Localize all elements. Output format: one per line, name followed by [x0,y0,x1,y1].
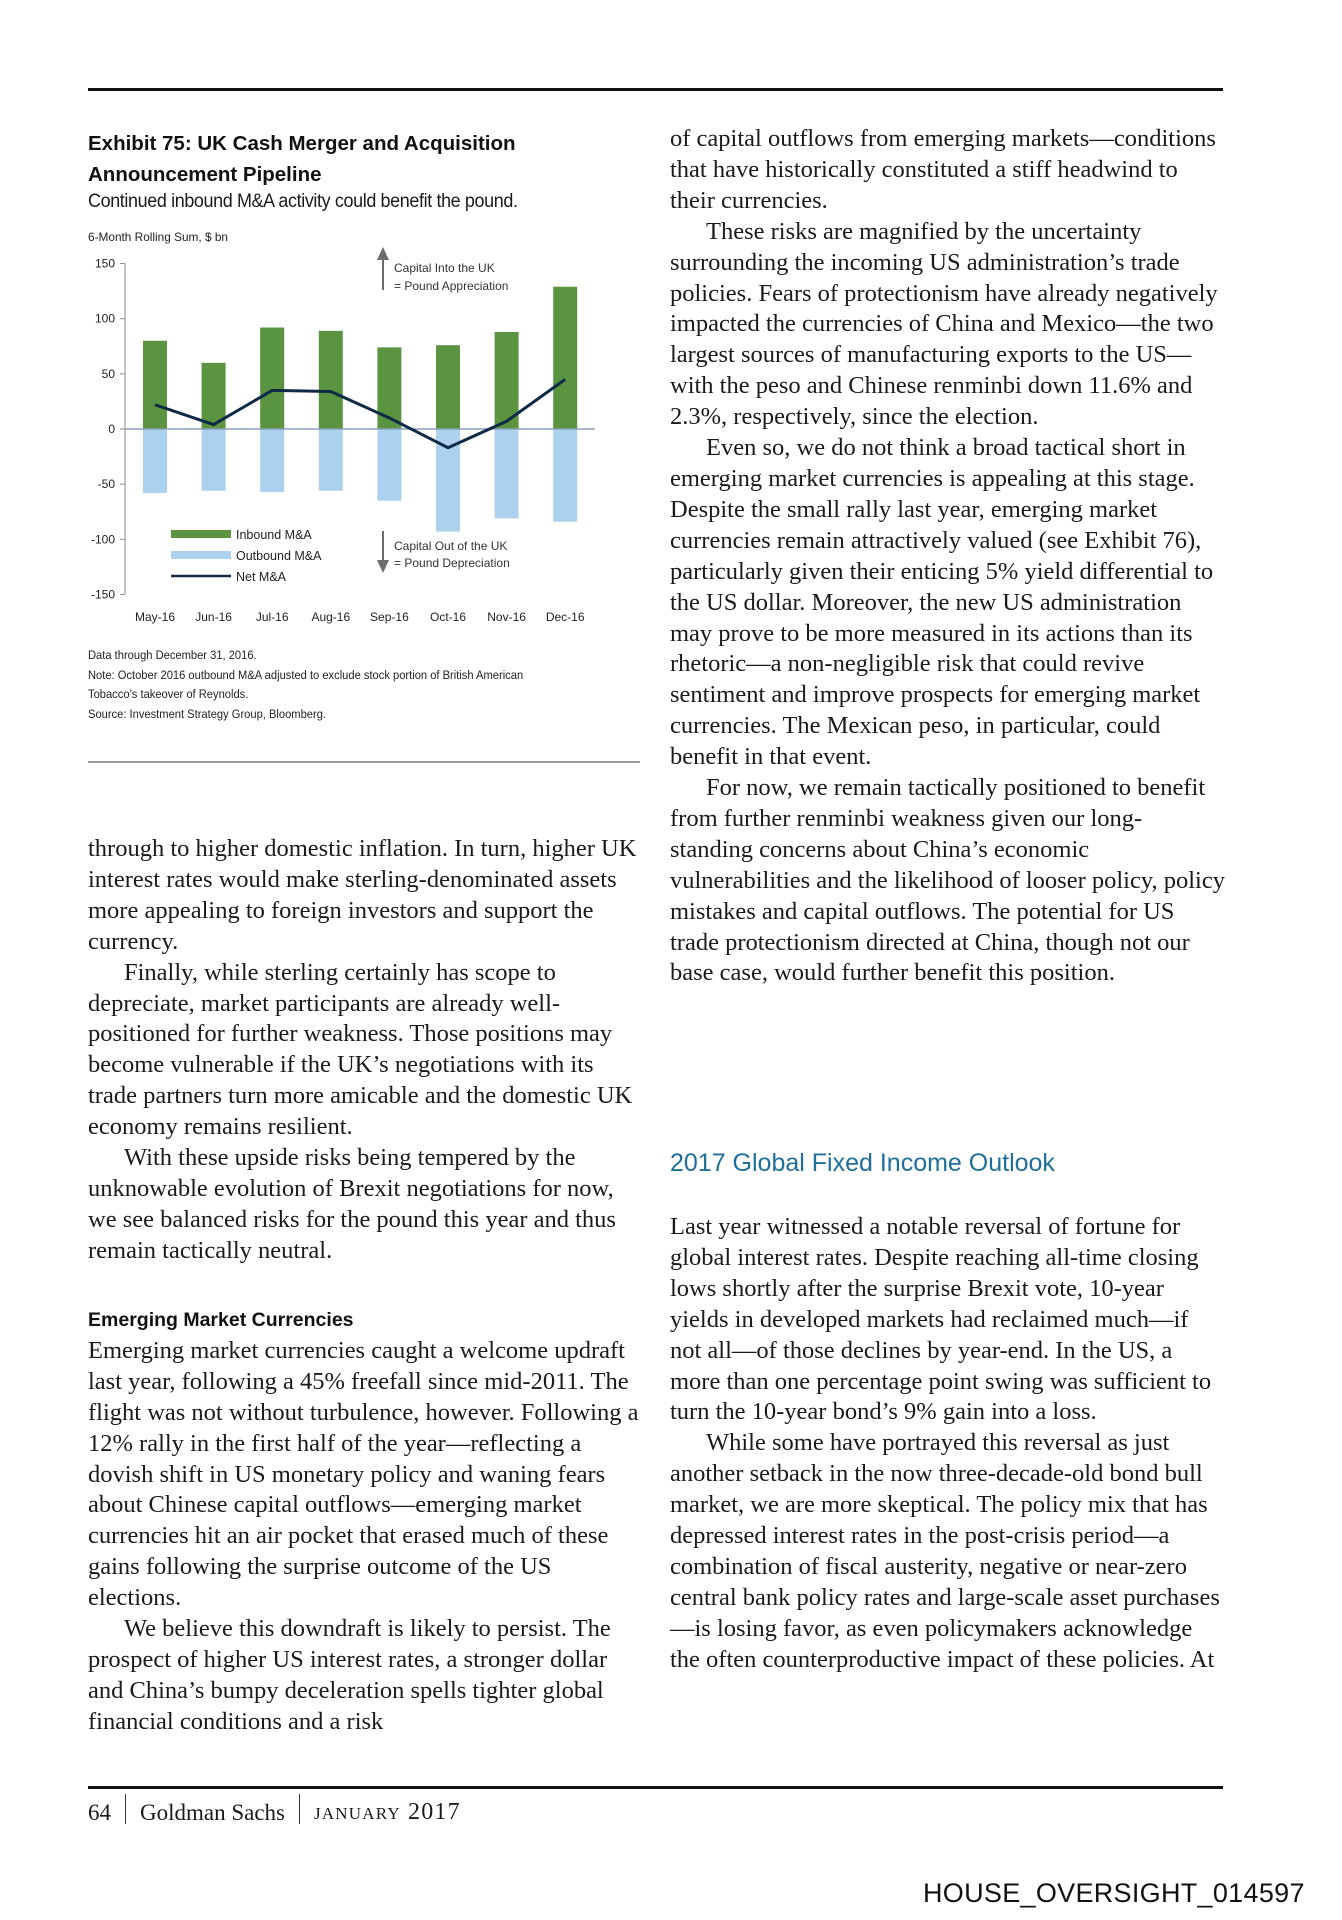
section-heading-fixed-income: 2017 Global Fixed Income Outlook [670,1149,1055,1177]
top-rule [88,88,1223,91]
bar-inbound [143,341,167,429]
bar-inbound [553,287,577,429]
body-paragraph: Even so, we do not think a broad tactical short in emerging market currencies is appealing at this stage. Despite the small rally last year, emerging market currencies remain attractively valued (see Exhibit 76), particularly given their enticing 5% yield differential to the US dollar. Moreover, the new US administration may prove to be more measured in its actions than its rhetoric—a non-negligible risk that could revive sentiment and improve prospects for emerging market currencies. The Mexican peso, in particular, could benefit in that event. [670,434,1214,771]
y-tick-label: 100 [94,311,115,326]
y-tick-label: -100 [90,532,115,547]
bar-outbound [260,429,284,492]
bar-outbound [202,429,226,491]
y-tick-label: 150 [94,256,115,271]
left-column-top [88,834,640,1267]
bar-outbound [495,429,519,518]
arrow-down-icon [377,560,389,573]
chart-note: Tobacco’s takeover of Reynolds. [88,687,249,701]
annotation-capital-out-of-uk: Capital Out of the UK [394,539,508,553]
legend-label: Inbound M&A [236,528,312,542]
y-tick-label: -50 [97,477,115,492]
annotation-pound-depreciation: = Pound Depreciation [394,556,510,570]
page-number: 64 [88,1800,111,1825]
right-column-bottom [670,1212,1225,1676]
bar-outbound [319,429,343,491]
body-paragraph: For now, we remain tactically positioned to benefit from further renminbi weakness given our long-standing concerns about China’s economic vulnerabilities and the likelihood of looser policy, policy mistakes and capital outflows. The potential for US trade protectionism directed at China, though not our base case, would further benefit this position. [670,774,1225,987]
document-stamp: HOUSE_OVERSIGHT_014597 [923,1878,1305,1908]
exhibit-chart [80,230,650,640]
legend-label: Net M&A [236,570,287,584]
footer-divider [299,1794,300,1824]
x-tick-label: Dec-16 [545,610,585,624]
x-tick-label: Aug-16 [311,610,351,624]
chart-notes [88,646,592,724]
exhibit-title-line2: Announcement Pipeline [88,163,322,186]
bar-line-chart [80,230,650,640]
publisher-name: Goldman Sachs [140,1800,286,1825]
body-paragraph: We believe this downdraft is likely to persist. The prospect of higher US interest rates, a stronger dollar and China’s bumpy deceleration spells tighter global financial conditions and a risk [88,1615,611,1735]
footer-divider [125,1794,126,1824]
right-column-top [670,124,1225,989]
bar-outbound [377,429,401,501]
legend-label: Outbound M&A [236,549,322,563]
body-paragraph: Finally, while sterling certainly has scope to depreciate, market participants are already well-positioned for further weakness. Those positions may become vulnerable if the UK’s negotiations with its trade partners turn more amicable and the domestic UK economy remains resilient. [88,958,633,1141]
x-tick-label: Jun-16 [195,610,232,624]
publication-date: january 2017 [314,1799,461,1825]
annotation-capital-into-uk: Capital Into the UK [394,261,495,275]
x-tick-label: Sep-16 [370,610,409,624]
chart-note: Note: October 2016 outbound M&A adjusted to exclude stock portion of British American [88,667,524,682]
exhibit-bottom-rule [88,761,640,763]
x-tick-label: May-16 [134,610,176,624]
body-paragraph: While some have portrayed this reversal as just another setback in the now three-decade-old bond bull market, we are more skeptical. The policy mix that has depressed interest rates in the post-crisis period—a combination of fiscal austerity, negative or near-zero central bank policy rates and large-scale asset purchases—is losing favor, as even policymakers acknowledge the often counterproductive impact of these policies. At [670,1429,1220,1673]
page-footer [88,1794,461,1826]
bar-outbound [553,429,577,522]
y-tick-label: -150 [90,587,115,602]
arrow-up-icon [377,247,389,260]
y-tick-label: 0 [108,422,115,436]
subheading-emerging-market-currencies: Emerging Market Currencies [88,1309,354,1331]
bar-inbound [260,328,284,429]
section-heading-wrap [670,1148,1225,1179]
y-axis-label: 6-Month Rolling Sum, $ bn [88,230,228,244]
x-tick-label: Oct-16 [429,610,467,624]
chart-note: Data through December 31, 2016. [88,648,257,662]
chart-source: Source: Investment Strategy Group, Bloomberg. [88,706,327,721]
exhibit-subtitle: Continued inbound M&A activity could benefit the pound. [88,190,518,212]
exhibit-title [88,128,648,190]
body-paragraph: Last year witnessed a notable reversal of fortune for global interest rates. Despite reaching all-time closing lows shortly after the surprise Brexit vote, 10-year yields in developed markets had reclaimed much—if not all—of those declines by year-end. In the US, a more than one percentage point swing was sufficient to turn the 10-year bond’s 9% gain into a loss. [670,1213,1212,1426]
annotation-pound-appreciation: = Pound Appreciation [394,279,509,293]
left-column-bottom [88,1305,640,1738]
body-paragraph: With these upside risks being tempered by the unknowable evolution of Brexit negotiations for now, we see balanced risks for the pound this year and thus remain tactically neutral. [88,1144,616,1264]
body-paragraph: Emerging market currencies caught a welcome updraft last year, following a 45% freefall since mid-2011. The flight was not without turbulence, however. Following a 12% rally in the first half of the year—reflecting a dovish shift in US monetary policy and waning fears about Chinese capital outflows—emerging market currencies hit an air pocket that erased much of these gains following the surprise outcome of the US elections. [88,1336,639,1612]
y-tick-label: 50 [101,366,115,381]
exhibit-title-line1: Exhibit 75: UK Cash Merger and Acquisition [88,132,516,155]
bar-inbound [436,345,460,429]
body-paragraph: of capital outflows from emerging markets—conditions that have historically constituted a stiff headwind to their currencies. [670,125,1216,214]
footer-rule [88,1786,1223,1789]
bar-inbound [319,331,343,429]
bar-outbound [143,429,167,493]
x-tick-label: Jul-16 [255,610,289,624]
body-paragraph: through to higher domestic inflation. In turn, higher UK interest rates would make sterling-denominated assets more appealing to foreign investors and support the currency. [88,835,637,955]
body-paragraph: These risks are magnified by the uncertainty surrounding the incoming US administration’s trade policies. Fears of protectionism have already negatively impacted the currencies of China and Mexico—the two largest sources of manufacturing exports to the US—with the peso and Chinese renminbi down 11.6% and 2.3%, respectively, since the election. [670,217,1218,431]
legend-swatch-inbound [171,530,231,538]
x-tick-label: Nov-16 [487,610,526,624]
legend-swatch-outbound [171,551,231,559]
